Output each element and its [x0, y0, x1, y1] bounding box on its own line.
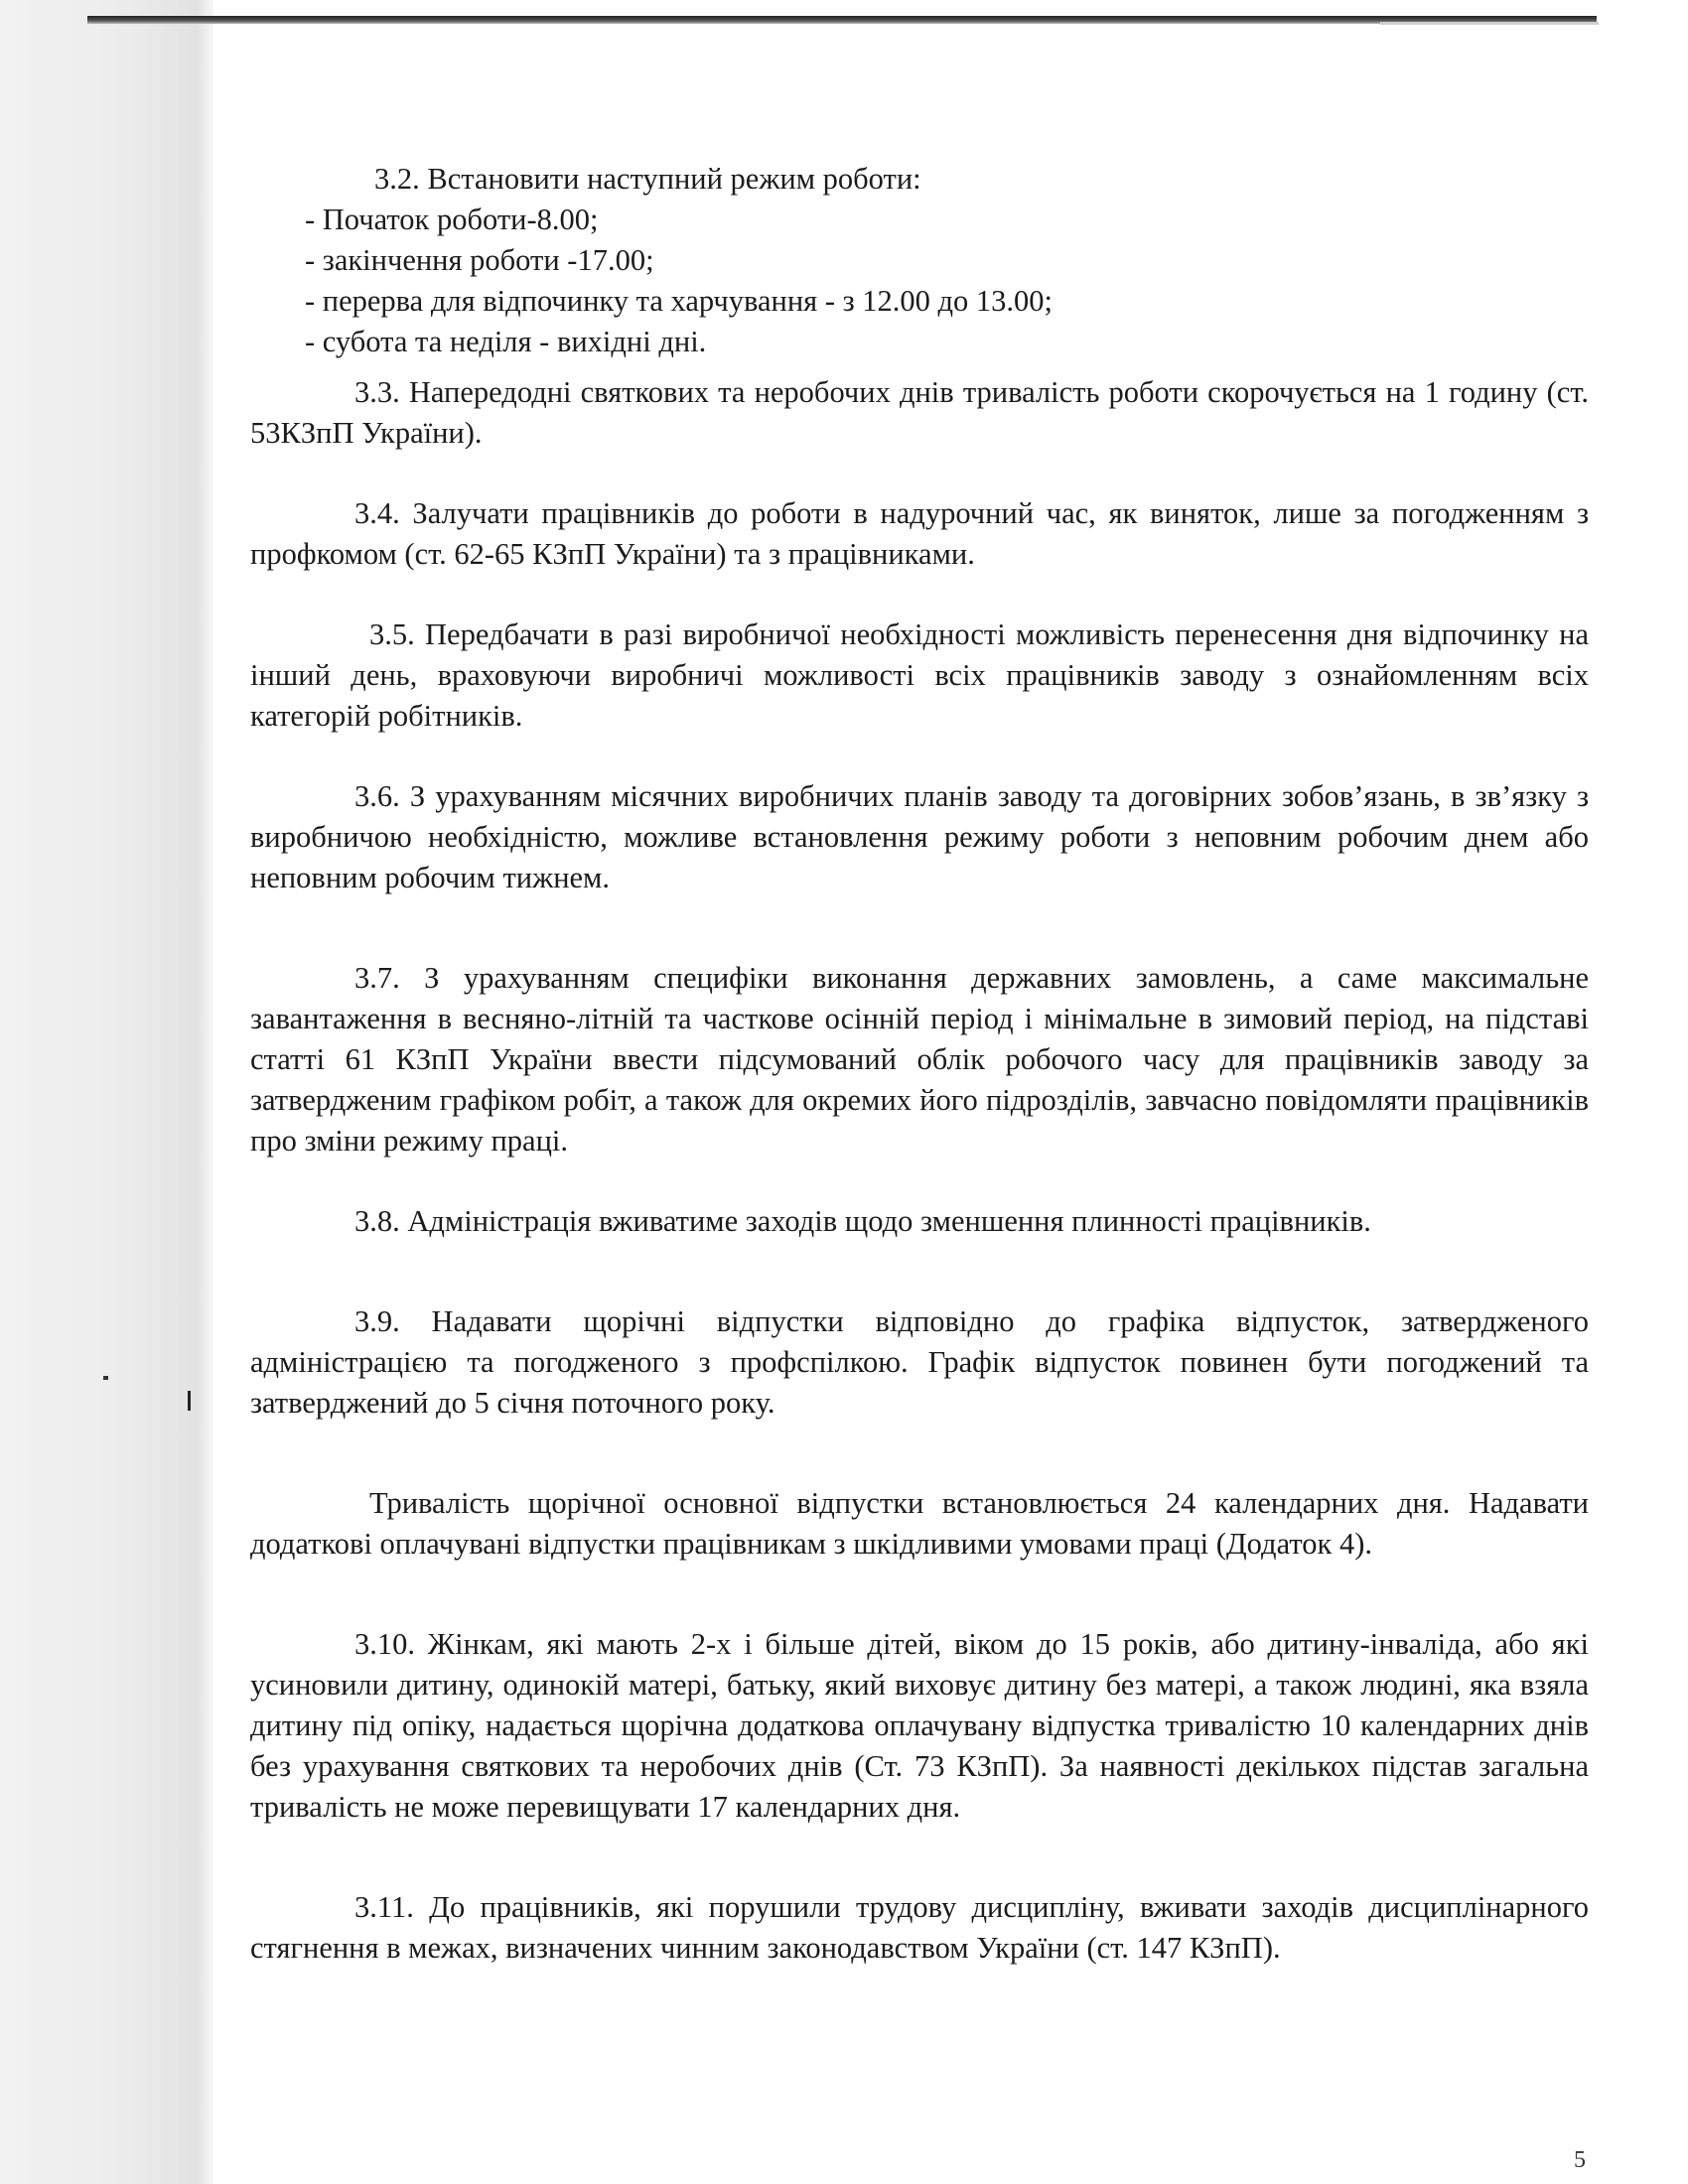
break-item: - перерва для відпочинку та харчування - з 12.00 до 13.00; — [305, 284, 1054, 318]
section-3-2 — [250, 159, 1589, 362]
document-page — [250, 159, 1589, 1969]
paragraph-3-9-leave-duration: Тривалість щорічної основної відпустки встановлюється 24 календарних дня. Надавати додаткові оплачувані відпустки працівникам з шкідливими умовами праці (Додаток 4). — [250, 1486, 1589, 1561]
scan-shadow-edge — [0, 0, 213, 2184]
scan-mark — [188, 1391, 191, 1411]
paragraph-3-8: 3.8. Адміністрація вживатиме заходів щодо зменшення плинності працівників. — [354, 1204, 1371, 1238]
section-3-2-heading: 3.2. Встановити наступний режим роботи: — [374, 162, 921, 196]
scan-top-border-fade — [1380, 22, 1599, 25]
paragraph-3-10: 3.10. Жінкам, які мають 2-х і більше дітей, віком до 15 років, або дитину-інваліда, або які усиновили дитину, одинокій матері, батьку, який виховує дитину без матері, а також людині, яка взяла дитину під опіку, надається щорічна додаткова оплачувану відпустка тривалістю 10 календарних днів без урахування святкових та неробочих днів (Ст. 73 КЗпП). За наявності декількох підстав загальна тривалість не може перевищувати 17 календарних дня. — [250, 1627, 1589, 1824]
scan-top-border — [87, 16, 1597, 24]
paragraph-3-9: 3.9. Надавати щорічні відпустки відповідно до графіка відпусток, затвердженого адміністрацією та погодженого з профспілкою. Графік відпусток повинен бути погоджений та затверджений до 5 січня поточного року. — [250, 1304, 1589, 1420]
weekend-item: - субота та неділя - вихідні дні. — [305, 325, 707, 358]
paragraph-3-7: 3.7. З урахуванням специфіки виконання державних замовлень, а саме максимальне завантаження в весняно-літній та часткове осінній період і мінімальне в зимовий період, на підставі статті 61 КЗпП України ввести підсумований облік робочого часу для працівників заводу за затвердженим графіком робіт, а також для окремих його підрозділів, завчасно повідомляти працівників про зміни режиму праці. — [250, 961, 1589, 1158]
paragraph-3-4: 3.4. Залучати працівників до роботи в надурочний час, як виняток, лише за погодженням з профкомом (ст. 62-65 КЗпП України) та з працівниками. — [250, 496, 1589, 571]
paragraph-3-6: 3.6. З урахуванням місячних виробничих планів заводу та договірних зобов’язань, в зв’язку з виробничою необхідністю, можливе встановлення режиму роботи з неповним робочим днем або неповним робочим тижнем. — [250, 779, 1589, 894]
work-end-item: - закінчення роботи -17.00; — [305, 243, 654, 277]
page-number: 5 — [1574, 2147, 1586, 2173]
scan-speck — [103, 1376, 108, 1380]
work-start-item: - Початок роботи-8.00; — [305, 203, 599, 236]
paragraph-3-11: 3.11. До працівників, які порушили трудову дисципліну, вживати заходів дисциплінарного стягнення в межах, визначених чинним законодавством України (ст. 147 КЗпП). — [250, 1890, 1589, 1965]
paragraph-3-5: 3.5. Передбачати в разі виробничої необхідності можливість перенесення дня відпочинку на інший день, враховуючи виробничі можливості всіх працівників заводу з ознайомленням всіх категорій робітників. — [250, 617, 1589, 733]
paragraph-3-3: 3.3. Напередодні святкових та неробочих днів тривалість роботи скорочується на 1 годину (ст. 53КЗпП України). — [250, 375, 1589, 450]
